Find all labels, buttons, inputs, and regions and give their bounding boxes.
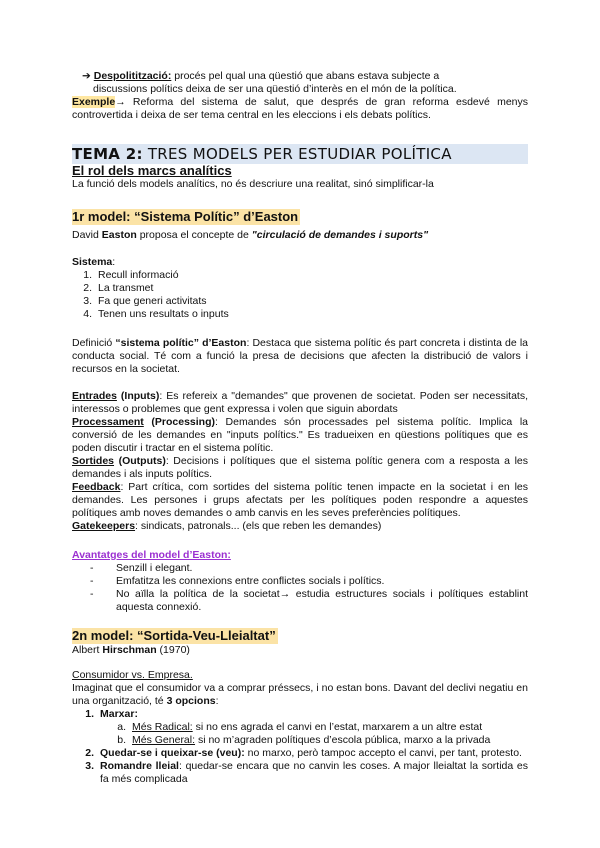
- model1-intro: [72, 229, 528, 242]
- exemple-text: → Reforma del sistema de salut, que després de gran reforma esdevé menys controvertida i deixa de ser tema central en les eleccions i els debats polítics.: [72, 96, 528, 121]
- dash-bullet: -: [90, 575, 94, 587]
- veu-text: no marxo, però tampoc accepto el canvi, per tant, protesto.: [244, 747, 522, 759]
- model1-intro-mid: proposa el concepte de: [136, 229, 252, 241]
- marxar-term: Marxar:: [100, 708, 138, 720]
- opcions-count: 3 opcions: [166, 695, 216, 707]
- veu-term: Quedar-se i queixar-se (veu):: [100, 747, 245, 759]
- circulacio-concept: "circulació de demandes i suports": [251, 229, 429, 241]
- tema-label: TEMA 2:: [72, 145, 143, 163]
- mes-radical-term: Més Radical:: [132, 721, 193, 733]
- model1-heading: 1r model: “Sistema Polític” d’Easton: [72, 209, 299, 224]
- document-page: [72, 70, 528, 786]
- list-number: 1.: [85, 708, 94, 720]
- opcio-veu: [72, 747, 528, 760]
- list-number: 3.: [83, 295, 92, 307]
- processament-text: : Demandes són processades pel sistema polític. Implica la conversió de les demandes en "inputs polítics." Es tradueixen en qüestions polítiques que es poden discutir i tractar en el sistema polític.: [72, 416, 528, 454]
- list-text: La transmet: [98, 282, 154, 294]
- sortides-term: Sortides: [72, 455, 115, 467]
- list-number: 4.: [83, 308, 92, 320]
- mes-general-term: Més General:: [132, 734, 196, 746]
- gatekeepers-text: : sindicats, patronals... (els que reben les demandes): [135, 520, 382, 532]
- processament-paren: (Processing): [143, 416, 216, 428]
- gatekeepers-term: Gatekeepers: [72, 520, 136, 532]
- list-item: [72, 588, 528, 614]
- list-text: Senzill i elegant.: [116, 562, 193, 574]
- list-letter: a.: [117, 721, 126, 733]
- list-item: [72, 734, 528, 747]
- entrades-term: Entrades: [72, 390, 117, 402]
- despolititzacio-term: Despolitització:: [93, 70, 172, 82]
- lleial-text: : quedar-se encara que no canvin les coses. A major lleialtat la sortida es fa més complicada: [100, 760, 528, 785]
- sortides-paren: (Outputs): [114, 455, 166, 467]
- list-number: 2.: [83, 282, 92, 294]
- dash-bullet: -: [90, 588, 94, 600]
- arrow-icon: ➔: [82, 70, 91, 82]
- dash-bullet: -: [90, 562, 94, 574]
- avantatges-heading: Avantatges del model d’Easton:: [72, 549, 231, 561]
- feedback-paragraph: [72, 481, 528, 520]
- easton-name: Easton: [101, 229, 137, 241]
- sortides-paragraph: [72, 455, 528, 481]
- list-text: Tenen uns resultats o inputs: [98, 308, 229, 320]
- tema-title: TRES MODELS PER ESTUDIAR POLÍTICA: [142, 145, 452, 163]
- rol-heading: El rol dels marcs analítics: [72, 163, 232, 178]
- despolititzacio-text: procés pel qual una qüestió que abans estava subjecte a: [171, 70, 440, 82]
- list-item: [72, 282, 528, 295]
- entrades-paragraph: [72, 390, 528, 416]
- list-text: Fa que generi activitats: [98, 295, 207, 307]
- consumidor-text: Imaginat que el consumidor va a comprar préssecs, i no estan bons. Davant del declivi negatiu en una organització, té: [72, 682, 528, 707]
- rol-text: La funció dels models analítics, no és descriure una realitat, sinó simplificar-la: [72, 178, 434, 190]
- tema-heading: [72, 144, 528, 164]
- hirschman-name: Hirschman: [102, 644, 157, 656]
- list-item: [72, 562, 528, 575]
- exemple-label: Exemple: [72, 96, 116, 108]
- list-letter: b.: [117, 734, 126, 746]
- author-year: (1970): [156, 644, 190, 656]
- list-text: No aïlla la política de la societat→ estudia estructures socials i polítiques establint aquesta connexió.: [116, 588, 528, 613]
- processament-term: Processament: [72, 416, 144, 428]
- list-text: si no m’agraden polítiques d’escola pública, marxo a la privada: [195, 734, 491, 746]
- list-number: 3.: [85, 760, 94, 772]
- avantatges-list: [72, 562, 528, 614]
- gatekeepers-paragraph: [72, 520, 528, 533]
- list-text: si no ens agrada el canvi en l’estat, marxarem a un altre estat: [192, 721, 483, 733]
- list-item: [72, 575, 528, 588]
- exemple-paragraph: [72, 96, 528, 122]
- consumidor-paragraph: [72, 682, 528, 708]
- despolititzacio-text-cont: discussions polítics deixa de ser una qüestió d’interès en el món de la política.: [93, 83, 457, 95]
- definicio-pre: Definició: [72, 337, 116, 349]
- entrades-paren: (Inputs): [116, 390, 160, 402]
- list-item: [72, 269, 528, 282]
- sistema-list: [72, 269, 528, 321]
- author-pre: Albert: [72, 644, 103, 656]
- definicio-text: : Destaca que sistema polític és part concreta i distinta de la conducta social. Té com a funció la presa de decisions que afecten la distribució de valors i recursos en la societat.: [72, 337, 528, 375]
- list-item: [72, 295, 528, 308]
- definicio-paragraph: [72, 337, 528, 376]
- feedback-text: : Part crítica, com sortides del sistema polític tenen impacte en la societat i en les demandes. Les persones i grups afectats per les polítiques poden respondre a aquestes polítiques amb noves demandes o amb canvis en les seves preferències polítiques.: [72, 481, 528, 519]
- feedback-term: Feedback: [72, 481, 121, 493]
- processament-paragraph: [72, 416, 528, 455]
- consumidor-colon: :: [215, 695, 219, 707]
- list-item: [72, 308, 528, 321]
- list-number: 1.: [83, 269, 92, 281]
- model2-heading: 2n model: “Sortida-Veu-Lleialtat”: [72, 628, 276, 643]
- entrades-text: : Es refereix a "demandes" que provenen de societat. Poden ser necessitats, interessos o problemes que gent expressa i volen que siguin abordats: [72, 390, 529, 415]
- consumidor-heading: Consumidor vs. Empresa.: [72, 669, 193, 681]
- sistema-label: [72, 256, 528, 269]
- lleial-term: Romandre lleial: [100, 760, 179, 772]
- model2-author: [72, 644, 528, 657]
- list-item: [72, 721, 528, 734]
- list-number: 2.: [85, 747, 94, 759]
- sistema-colon: :: [112, 256, 116, 268]
- definicio-term: “sistema polític” d’Easton: [115, 337, 247, 349]
- list-text: Recull informació: [98, 269, 179, 281]
- sortides-text: : Decisions i polítiques que el sistema polític genera com a resposta a les demandes i als inputs polítics.: [72, 455, 528, 480]
- list-text: Emfatitza les connexions entre conflictes socials i polítics.: [116, 575, 385, 587]
- opcio-lleial: [72, 760, 528, 786]
- opcio-marxar: [72, 708, 528, 721]
- despolititzacio-paragraph: [72, 70, 528, 83]
- model1-intro-pre: David: [72, 229, 102, 241]
- sistema-term: Sistema: [72, 256, 113, 268]
